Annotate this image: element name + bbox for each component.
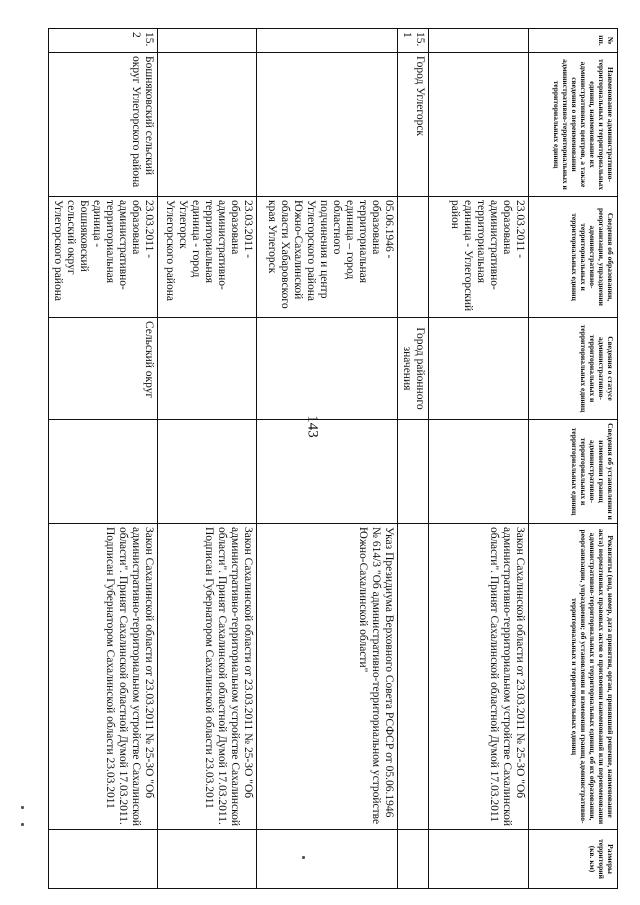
row-acts: Закон Сахалинской области от 23.03.2011 № 25-ЗО "Об административно-территориальном устройстве Сахалинской области". Принят Сахалинской областной Думой 17.03.2011. Подписан Губернатором Сахалинской области 23.03.2011 [158, 524, 257, 830]
row-status [158, 318, 257, 420]
page-number: 143 [304, 415, 321, 438]
registry-table [48, 28, 618, 889]
row-borders [429, 420, 529, 524]
row-status: Сельский округ [49, 318, 158, 420]
row-number: 15.2 [49, 29, 158, 53]
row-acts [398, 524, 429, 830]
row-formation: 23.03.2011 - образована административно-территориальная единица - город Углегорск Углегорского района [158, 197, 257, 318]
row-borders [158, 420, 257, 524]
registry-table-frame [52, 28, 618, 888]
col-header-number: № пп. [529, 29, 618, 53]
row-status [257, 318, 398, 420]
table-row [398, 29, 429, 889]
row-name: Город Углегорск [398, 53, 429, 197]
row-name [429, 53, 529, 197]
row-acts: Закон Сахалинской области от 23.03.2011 № 25-ЗО "Об административно-территориальном устройстве Сахалинской области". Принят Сахалинской областной Думой 17.03.2011 [429, 524, 529, 830]
row-area [158, 830, 257, 889]
row-formation [398, 197, 429, 318]
row-area [398, 830, 429, 889]
row-name: Бошняковский сельский округ Углегорского района [49, 53, 158, 197]
row-formation: 05.06.1946 - образована территориальная единица – город областного подчинения и центр Углегорского района Южно-Сахалинской области Хабаровского края Углегорск [257, 197, 398, 318]
row-number [429, 29, 529, 53]
row-acts: Закон Сахалинской области от 23.03.2011 № 25-ЗО "Об административно-территориальном устройстве Сахалинской области". Принят Сахалинской областной Думой 17.03.2011. Подписан Губернатором Сахалинской области 23.03.2011 [49, 524, 158, 830]
row-borders [398, 420, 429, 524]
table-row [257, 29, 398, 889]
row-area [49, 830, 158, 889]
col-header-area: Размеры территорий (кв. км) [529, 830, 618, 889]
row-name [158, 53, 257, 197]
row-name [257, 53, 398, 197]
col-header-name: Наименование административно-территориальных и территориальных единиц, наименование их административных центров, а также сведения о переименовании административно-территориальных и территориальных единиц [529, 53, 618, 197]
col-header-acts: Реквизиты (вид, номер, дата принятия, орган, принявший решение, наименование акта) нормативных правовых актов о присвоении наименований или переименовании административно-территориальных и территориальных единиц, об их образовании, реорганизации, упразднении; об установлении и изменении границ административно-территориальных и территориальных единиц [529, 524, 618, 830]
scan-speck [21, 823, 24, 826]
row-borders [49, 420, 158, 524]
row-area [429, 830, 529, 889]
header-row [529, 29, 618, 889]
row-formation: 23.03.2011 - образована административно-территориальная единица - Углегорский район [429, 197, 529, 318]
row-number: 15.1 [398, 29, 429, 53]
row-status [429, 318, 529, 420]
col-header-formation: Сведения об образовании, реорганизации, упразднении административно-территориальных и территориальных единиц [529, 197, 618, 318]
table-row [429, 29, 529, 889]
scan-speck [21, 806, 24, 809]
row-number [158, 29, 257, 53]
row-status: Город районного значения [398, 318, 429, 420]
rotated-table-wrapper [52, 28, 618, 888]
row-borders [257, 420, 398, 524]
row-formation: 23.03.2011 - образована административно-территориальная единица - Бошняковский сельский округ Углегорского района [49, 197, 158, 318]
table-row [49, 29, 158, 889]
row-number [257, 29, 398, 53]
row-acts: Указ Президиума Верховного Совета РСФСР от 05.06.1946 № 614/3 "Об административно-территориальном устройстве Южно-Сахалинской области" [257, 524, 398, 830]
col-header-borders: Сведения об установлении и изменении границ административно-территориальных и территориальных единиц [529, 420, 618, 524]
col-header-status: Сведения о статусе административно-территориальных и территориальных единиц [529, 318, 618, 420]
scan-speck [302, 856, 305, 859]
row-area [257, 830, 398, 889]
table-row [158, 29, 257, 889]
